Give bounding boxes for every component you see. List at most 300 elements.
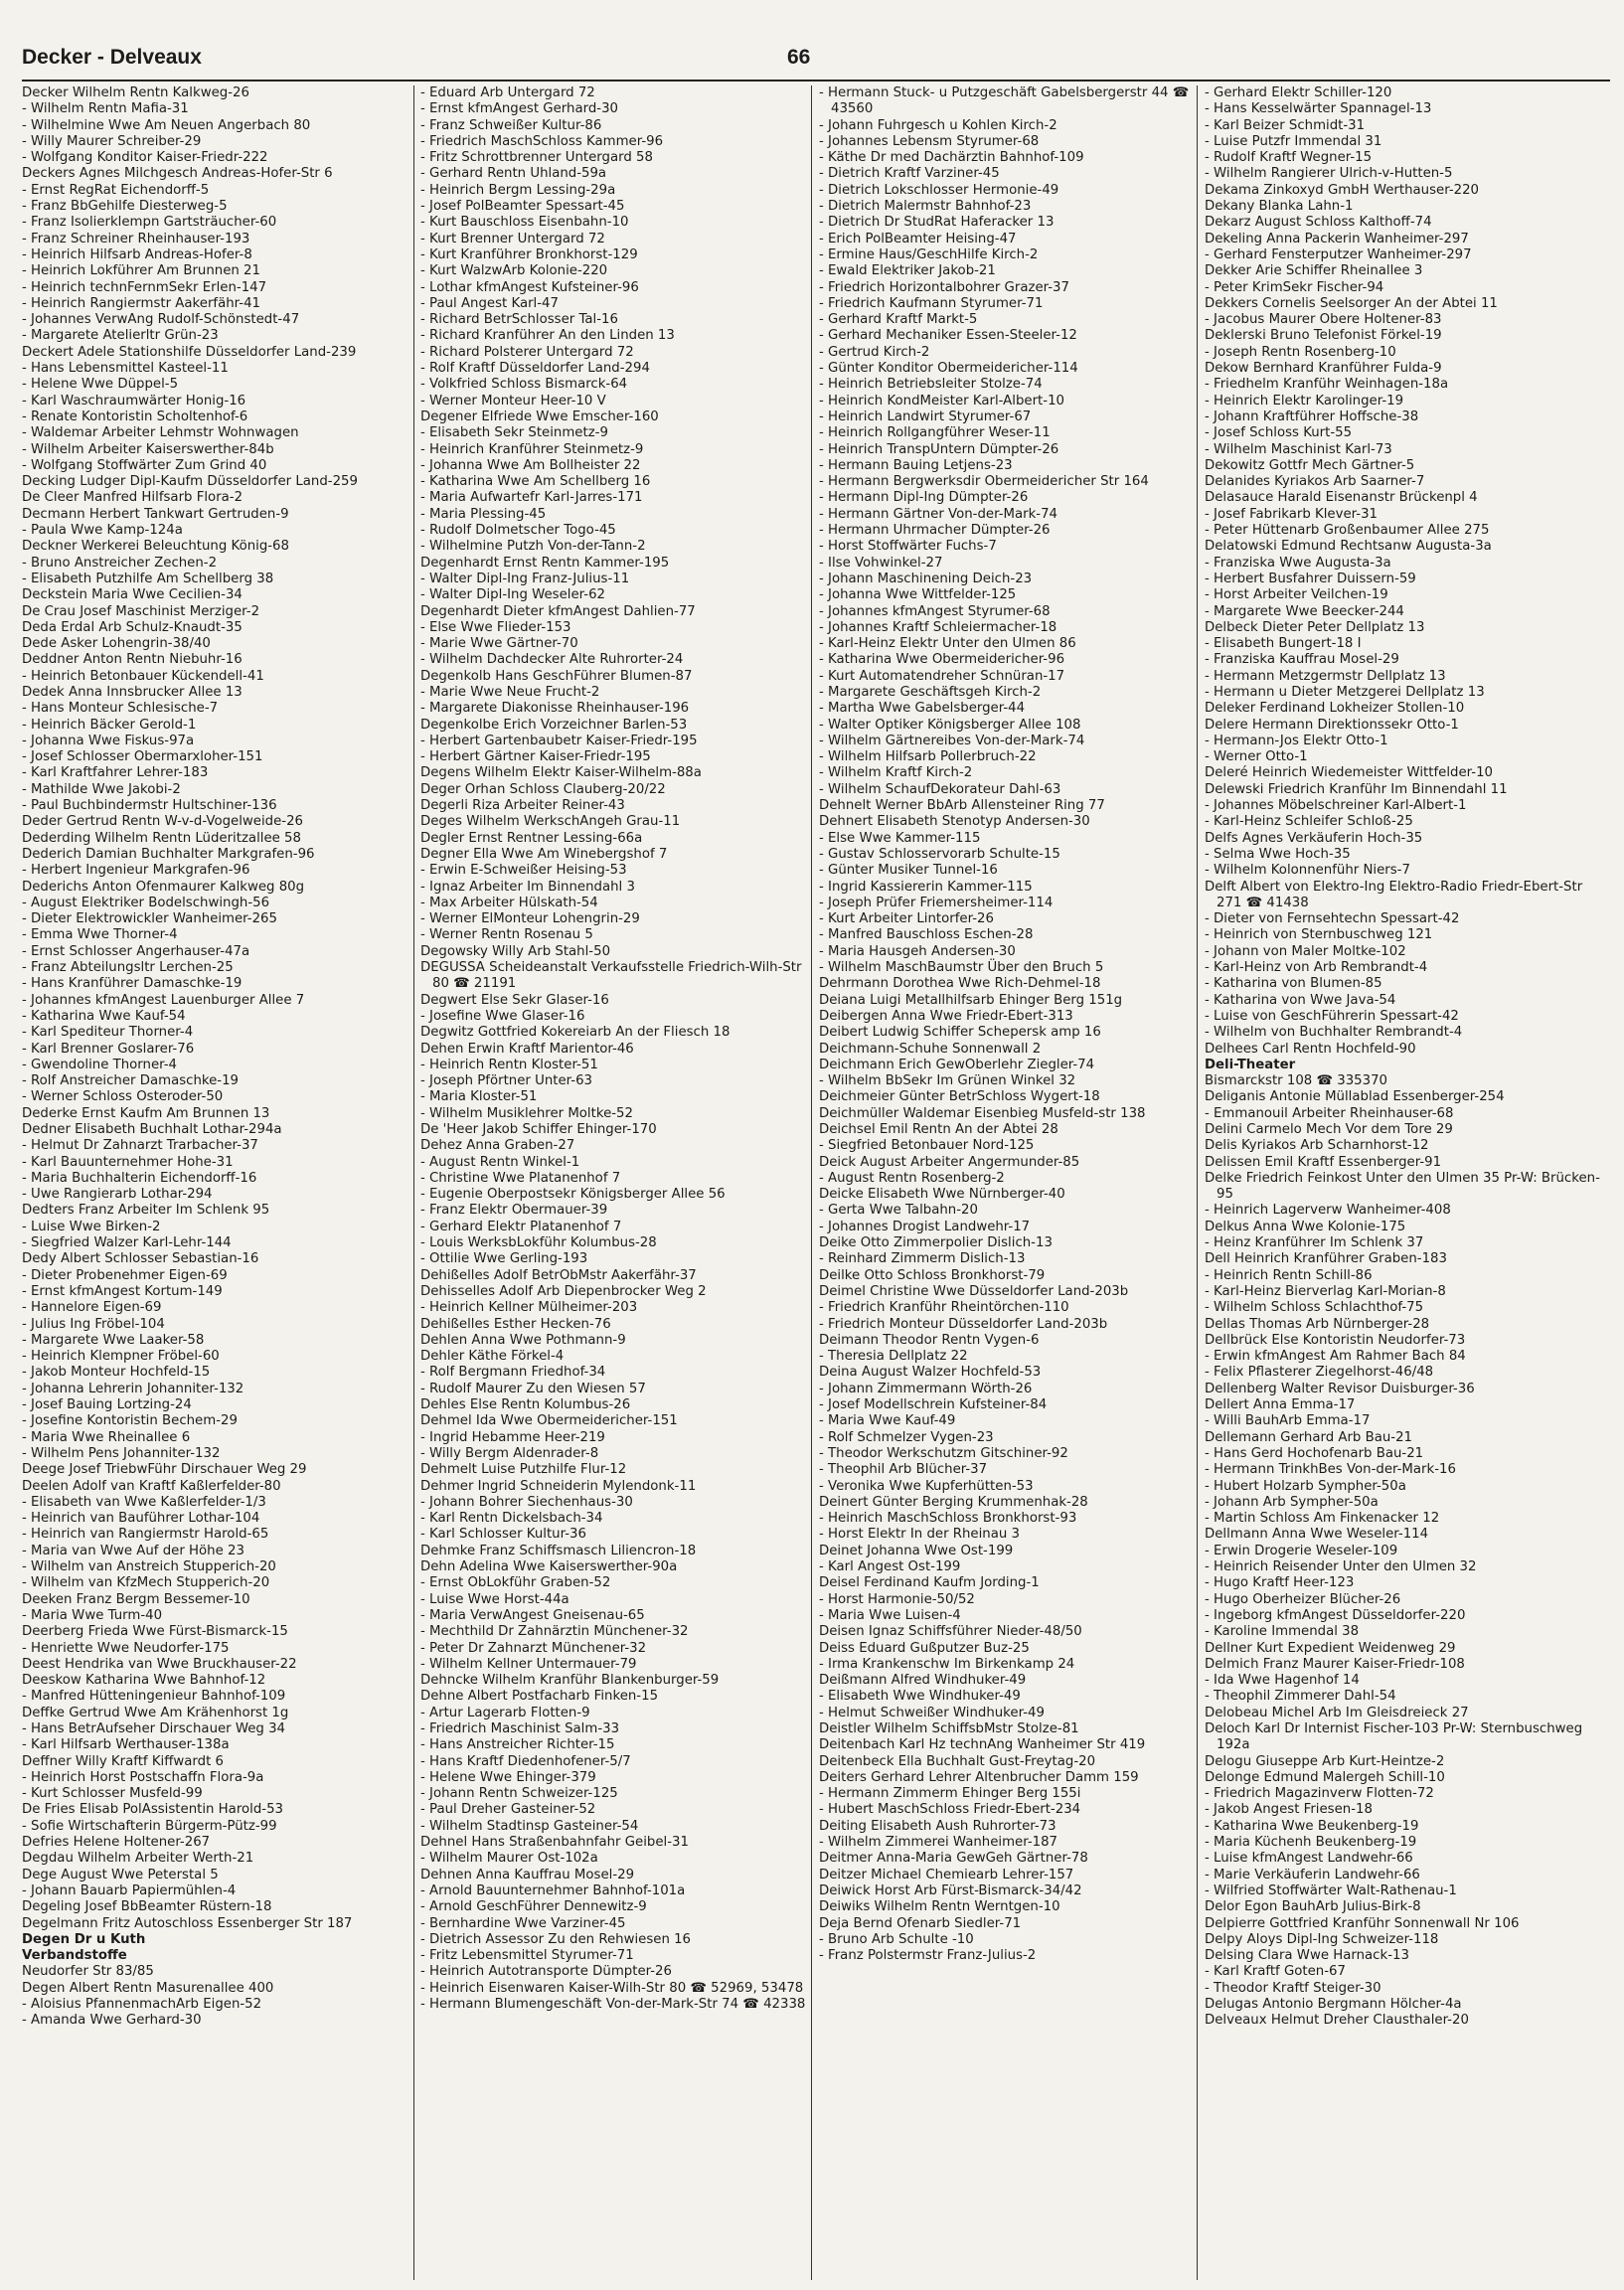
- directory-entry: Deina August Walzer Hochfeld-53: [819, 1365, 1042, 1381]
- directory-entry: Deick August Arbeiter Angermunder-85: [819, 1154, 1080, 1170]
- directory-entry: Dekama Zinkoxyd GmbH Werthauser-220: [1205, 182, 1480, 198]
- directory-entry: Deiwiks Wilhelm Rentn Werntgen-10: [819, 1899, 1060, 1915]
- directory-entry: Dedner Elisabeth Buchhalt Lothar-294a: [22, 1122, 282, 1137]
- directory-entry: - Martin Schloss Am Finkenacker 12: [1205, 1511, 1440, 1527]
- directory-entry: Deistler Wilhelm SchiffsbMstr Stolze-81: [819, 1720, 1079, 1736]
- directory-entry: - Gerhard Fensterputzer Wanheimer-297: [1205, 246, 1472, 262]
- directory-entry: Delewski Friedrich Kranführ Im Binnendahl 11: [1205, 781, 1508, 797]
- directory-entry: - Gerhard Rentn Uhland-59a: [420, 166, 607, 182]
- directory-entry: - Paul Angest Karl-47: [420, 295, 559, 311]
- directory-entry: - Gustav Schlosservorarb Schulte-15: [819, 846, 1060, 862]
- directory-entry: - Selma Wwe Hoch-35: [1205, 846, 1351, 862]
- directory-entry: - Maria Aufwartefr Karl-Jarres-171: [420, 490, 643, 506]
- directory-entry: - Horst Stoffwärter Fuchs-7: [819, 539, 997, 555]
- directory-entry: - Walter Dipl-Ing Franz-Julius-11: [420, 571, 630, 586]
- directory-entry: - Herbert Gärtner Kaiser-Friedr-195: [420, 749, 651, 765]
- directory-entry: - Hermann Bauing Letjens-23: [819, 457, 1013, 473]
- directory-entry: - Karl Beizer Schmidt-31: [1205, 117, 1366, 133]
- directory-entry: - Rudolf Kraftf Wegner-15: [1205, 150, 1373, 166]
- directory-entry: - Wilfried Stoffwärter Walt-Rathenau-1: [1205, 1882, 1457, 1898]
- directory-entry: - Louis WerksbLokführ Kolumbus-28: [420, 1235, 657, 1251]
- directory-entry: - Margarete Wwe Laaker-58: [22, 1332, 205, 1348]
- directory-entry: - Johann von Maler Moltke-102: [1205, 943, 1406, 959]
- directory-entry: - Wilhelm Kraftf Kirch-2: [819, 765, 973, 781]
- directory-entry: Dehncke Wilhelm Kranführ Blankenburger-59: [420, 1673, 720, 1689]
- directory-entry: Dehnert Elisabeth Stenotyp Andersen-30: [819, 814, 1090, 830]
- page-number: 66: [787, 46, 811, 69]
- directory-entry: Degeling Josef BbBeamter Rüstern-18: [22, 1899, 272, 1915]
- directory-entry: - Luise von GeschFührerin Spessart-42: [1205, 1008, 1459, 1024]
- directory-entry: - Peter KrimSekr Fischer-94: [1205, 279, 1384, 295]
- directory-entry: - Franz BbGehilfe Diesterweg-5: [22, 199, 228, 215]
- directory-entry: - Joseph Pförtner Unter-63: [420, 1073, 592, 1089]
- directory-entry: - Friedrich Kaufmann Styrumer-71: [819, 295, 1044, 311]
- directory-entry: - Kurt Automatendreher Schnüran-17: [819, 668, 1065, 684]
- directory-entry: - Manfred Hütteningenieur Bahnhof-109: [22, 1689, 286, 1705]
- directory-entry: - Wilhelm MaschBaumstr Über den Bruch 5: [819, 960, 1104, 976]
- directory-entry: - Josef PolBeamter Spessart-45: [420, 199, 625, 215]
- directory-entry: Dede Asker Lohengrin-38/40: [22, 636, 211, 652]
- directory-entry: Delatowski Edmund Rechtsanw Augusta-3a: [1205, 539, 1492, 555]
- directory-entry: Deiters Gerhard Lehrer Altenbrucher Damm 159: [819, 1769, 1139, 1785]
- directory-entry: - Heinrich Betonbauer Kückendell-41: [22, 668, 264, 684]
- directory-entry: - Wilhelm Stadtinsp Gasteiner-54: [420, 1818, 639, 1834]
- directory-entry: - Peter Hüttenarb Großenbaumer Allee 275: [1205, 523, 1490, 539]
- directory-entry: - Aloisius PfannenmachArb Eigen-52: [22, 1997, 262, 2013]
- directory-entry: - Franziska Wwe Augusta-3a: [1205, 555, 1391, 571]
- directory-entry: - Johann Bohrer Siechenhaus-30: [420, 1494, 633, 1510]
- directory-entry: - Felix Pflasterer Ziegelhorst-46/48: [1205, 1365, 1434, 1381]
- directory-entry: - Herbert Gartenbaubetr Kaiser-Friedr-195: [420, 733, 698, 748]
- directory-entry: - Theresia Dellplatz 22: [819, 1349, 968, 1365]
- directory-entry: - Helene Wwe Düppel-5: [22, 377, 179, 393]
- directory-entry: Dehn Adelina Wwe Kaiserswerther-90a: [420, 1559, 678, 1575]
- directory-entry: Deißmann Alfred Windhuker-49: [819, 1673, 1027, 1689]
- directory-entry: - Peter Dr Zahnarzt Münchener-32: [420, 1640, 647, 1656]
- directory-entry: - Käthe Dr med Dachärztin Bahnhof-109: [819, 150, 1084, 166]
- directory-entry: Delfs Agnes Verkäuferin Hoch-35: [1205, 830, 1423, 846]
- directory-entry: DEGUSSA Scheideanstalt Verkaufsstelle Friedrich-Wilh-Str 80 ☎ 21191: [420, 960, 806, 992]
- directory-entry: Deiting Elisabeth Aush Ruhrorter-73: [819, 1818, 1056, 1834]
- directory-entry: - Wilhelm Rentn Mafia-31: [22, 101, 189, 117]
- directory-entry: - Theodor Kraftf Steiger-30: [1205, 1980, 1381, 1996]
- directory-column-1: [22, 85, 407, 2272]
- directory-entry: Bismarckstr 108 ☎ 335370: [1205, 1073, 1388, 1089]
- directory-entry: - Heinrich Bäcker Gerold-1: [22, 717, 197, 733]
- directory-entry: - Friedrich Magazinverw Flotten-72: [1205, 1786, 1434, 1802]
- directory-entry: Delonge Edmund Malergeh Schill-10: [1205, 1769, 1445, 1785]
- directory-entry: Dellmann Anna Wwe Weseler-114: [1205, 1527, 1429, 1543]
- directory-entry: - Horst Arbeiter Veilchen-19: [1205, 587, 1388, 603]
- directory-entry: Degen Dr u Kuth: [22, 1931, 146, 1947]
- directory-entry: Deisen Ignaz Schiffsführer Nieder-48/50: [819, 1624, 1082, 1640]
- directory-entry: Deibert Ludwig Schiffer Schepersk amp 16: [819, 1025, 1101, 1041]
- directory-entry: Deckert Adele Stationshilfe Düsseldorfer Land-239: [22, 344, 357, 360]
- page-header: [22, 40, 1610, 82]
- directory-entry: Delft Albert von Elektro-Ing Elektro-Radio Friedr-Ebert-Str 271 ☎ 41438: [1205, 879, 1587, 910]
- directory-entry: - Johanna Wwe Wittfelder-125: [819, 587, 1017, 603]
- directory-entry: Deffner Willy Kraftf Kiffwardt 6: [22, 1753, 224, 1769]
- directory-entry: Degens Wilhelm Elektr Kaiser-Wilhelm-88a: [420, 765, 702, 781]
- directory-entry: - Karl Schlosser Kultur-36: [420, 1527, 586, 1543]
- directory-entry: Delobeau Michel Arb Im Gleisdreieck 27: [1205, 1705, 1469, 1720]
- directory-entry: - Henriette Wwe Neudorfer-175: [22, 1640, 230, 1656]
- directory-entry: - Ottilie Wwe Gerling-193: [420, 1251, 588, 1267]
- directory-entry: Deeskow Katharina Wwe Bahnhof-12: [22, 1673, 266, 1689]
- directory-entry: - Veronika Wwe Kupferhütten-53: [819, 1478, 1034, 1494]
- directory-entry: - Gerhard Kraftf Markt-5: [819, 312, 978, 328]
- directory-entry: - Wilhelm Gärtnereibes Von-der-Mark-74: [819, 733, 1085, 748]
- directory-entry: - Helene Wwe Ehinger-379: [420, 1769, 596, 1785]
- directory-entry: Dekeling Anna Packerin Wanheimer-297: [1205, 231, 1469, 246]
- directory-entry: - Kurt Arbeiter Lintorfer-26: [819, 911, 994, 927]
- directory-entry: - Heinrich Lagerverw Wanheimer-408: [1205, 1203, 1451, 1219]
- directory-entry: - Katharina Wwe Beukenberg-19: [1205, 1818, 1419, 1834]
- directory-entry: - Heinrich van Bauführer Lothar-104: [22, 1511, 260, 1527]
- directory-entry: Degler Ernst Rentner Lessing-66a: [420, 830, 643, 846]
- directory-entry: - Gerta Wwe Talbahn-20: [819, 1203, 978, 1219]
- directory-entry: Delogu Giuseppe Arb Kurt-Heintze-2: [1205, 1753, 1445, 1769]
- directory-entry: - Artur Lagerarb Flotten-9: [420, 1705, 590, 1720]
- directory-entry: - Hermann Zimmerm Ehinger Berg 155i: [819, 1786, 1081, 1802]
- directory-entry: - Dietrich Assessor Zu den Rehwiesen 16: [420, 1931, 692, 1947]
- directory-entry: - Dietrich Kraftf Varziner-45: [819, 166, 1000, 182]
- directory-entry: - Wilhelm Maurer Ost-102a: [420, 1851, 598, 1867]
- directory-entry: - Heinrich KondMeister Karl-Albert-10: [819, 393, 1064, 409]
- directory-entry: Delke Friedrich Feinkost Unter den Ulmen 35 Pr-W: Brücken-95: [1205, 1170, 1600, 1203]
- directory-entry: Deitmer Anna-Maria GewGeh Gärtner-78: [819, 1851, 1088, 1867]
- directory-entry: Deddner Anton Rentn Niebuhr-16: [22, 652, 243, 668]
- directory-entry: - Maria Hausgeh Andersen-30: [819, 943, 1016, 959]
- directory-entry: - Heinrich MaschSchloss Bronkhorst-93: [819, 1511, 1077, 1527]
- directory-entry: - Mechthild Dr Zahnärztin Münchener-32: [420, 1624, 689, 1640]
- directory-entry: - Josef Schloss Kurt-55: [1205, 425, 1353, 441]
- directory-entry: - Kurt Bauschloss Eisenbahn-10: [420, 215, 629, 231]
- directory-entry: - Werner Otto-1: [1205, 749, 1308, 765]
- directory-entry: Delmich Franz Maurer Kaiser-Friedr-108: [1205, 1656, 1465, 1672]
- directory-entry: - Elisabeth Wwe Windhuker-49: [819, 1689, 1021, 1705]
- directory-entry: - Johann Arb Sympher-50a: [1205, 1494, 1379, 1510]
- directory-entry: - Maria Küchenh Beukenberg-19: [1205, 1835, 1417, 1851]
- directory-entry: - Dietrich Malermstr Bahnhof-23: [819, 199, 1032, 215]
- directory-entry: Degerli Riza Arbeiter Reiner-43: [420, 798, 625, 814]
- directory-entry: - Karl-Heinz Schleifer Schloß-25: [1205, 814, 1413, 830]
- directory-entry: - Wilhelm Musiklehrer Moltke-52: [420, 1105, 633, 1121]
- directory-entry: - Gerhard Elektr Schiller-120: [1205, 85, 1392, 100]
- directory-entry: - Johann Maschinening Deich-23: [819, 571, 1033, 586]
- directory-entry: Delanides Kyriakos Arb Saarner-7: [1205, 474, 1425, 490]
- directory-entry: - Wilhelm Schloss Schlachthof-75: [1205, 1300, 1424, 1316]
- directory-entry: Dellbrück Else Kontoristin Neudorfer-73: [1205, 1332, 1466, 1348]
- directory-entry: - Hermann Blumengeschäft Von-der-Mark-Str 74 ☎ 42338: [420, 1997, 806, 2013]
- directory-entry: - Ignaz Arbeiter Im Binnendahl 3: [420, 879, 635, 895]
- directory-entry: Deinet Johanna Wwe Ost-199: [819, 1543, 1014, 1558]
- directory-entry: Dederke Ernst Kaufm Am Brunnen 13: [22, 1105, 270, 1121]
- directory-entry: - Wilhelm Pens Johanniter-132: [22, 1445, 221, 1461]
- directory-entry: - Heinrich Rollgangführer Weser-11: [819, 425, 1051, 441]
- directory-entry: - Katharina von Wwe Java-54: [1205, 992, 1396, 1008]
- directory-entry: - Johann Zimmermann Wörth-26: [819, 1381, 1033, 1396]
- directory-entry: - Paul Buchbindermstr Hultschiner-136: [22, 798, 277, 814]
- directory-entry: - Heinrich Kellner Mülheimer-203: [420, 1300, 638, 1316]
- directory-entry: - Hermann Bergwerksdir Obermeidericher Str 164: [819, 474, 1149, 490]
- directory-entry: Deder Gertrud Rentn W-v-d-Vogelweide-26: [22, 814, 303, 830]
- directory-entry: Degelmann Fritz Autoschloss Essenberger Str 187: [22, 1915, 353, 1931]
- directory-entry: Decker Wilhelm Rentn Kalkweg-26: [22, 85, 249, 100]
- directory-entry: - Waldemar Arbeiter Lehmstr Wohnwagen: [22, 425, 299, 441]
- column-divider: [413, 85, 414, 2280]
- directory-entry: Dedek Anna Innsbrucker Allee 13: [22, 684, 243, 700]
- directory-entry: - Heinrich Autotransporte Dümpter-26: [420, 1964, 672, 1980]
- directory-entry: Deitenbeck Ella Buchhalt Gust-Freytag-20: [819, 1753, 1096, 1769]
- directory-entry: Degwitz Gottfried Kokereiarb An der Fliesch 18: [420, 1025, 731, 1041]
- directory-entry: Dellert Anna Emma-17: [1205, 1397, 1356, 1413]
- directory-entry: Delasauce Harald Eisenanstr Brückenpl 4: [1205, 490, 1478, 506]
- directory-entry: - Friedrich Monteur Düsseldorfer Land-203b: [819, 1316, 1108, 1332]
- directory-entry: - Willy Maurer Schreiber-29: [22, 133, 202, 149]
- directory-entry: - Karl-Heinz von Arb Rembrandt-4: [1205, 960, 1428, 976]
- directory-entry: - Marie Verkäuferin Landwehr-66: [1205, 1867, 1420, 1882]
- directory-entry: - Hans Lebensmittel Kasteel-11: [22, 361, 229, 377]
- directory-entry: - Marie Wwe Gärtner-70: [420, 636, 578, 652]
- directory-entry: - Uwe Rangierarb Lothar-294: [22, 1187, 213, 1203]
- directory-entry: - Karl Kraftfahrer Lehrer-183: [22, 765, 209, 781]
- directory-entry: Dehne Albert Postfacharb Finken-15: [420, 1689, 659, 1705]
- directory-entry: Delini Carmelo Mech Vor dem Tore 29: [1205, 1122, 1453, 1137]
- directory-entry: - Ermine Haus/GeschHilfe Kirch-2: [819, 246, 1039, 262]
- directory-entry: - Walter Dipl-Ing Weseler-62: [420, 587, 605, 603]
- directory-entry: - Luise Wwe Horst-44a: [420, 1591, 569, 1607]
- directory-entry: - Karl Hilfsarb Werthauser-138a: [22, 1737, 230, 1753]
- directory-entry: - Ingrid Kassiererin Kammer-115: [819, 879, 1033, 895]
- directory-entry: - Rudolf Maurer Zu den Wiesen 57: [420, 1381, 646, 1396]
- directory-entry: Dehmke Franz Schiffsmasch Liliencron-18: [420, 1543, 697, 1558]
- directory-entry: Delhees Carl Rentn Hochfeld-90: [1205, 1041, 1416, 1057]
- directory-entry: - Herbert Ingenieur Markgrafen-96: [22, 863, 250, 879]
- directory-entry: - Richard BetrSchlosser Tal-16: [420, 312, 618, 328]
- directory-entry: - Friedhelm Kranführ Weinhagen-18a: [1205, 377, 1449, 393]
- directory-entry: Dehisselles Adolf Arb Diepenbrocker Weg 2: [420, 1283, 707, 1299]
- directory-entry: - Wilhelm Rangierer Ulrich-v-Hutten-5: [1205, 166, 1453, 182]
- directory-entry: - Johannes Kraftf Schleiermacher-18: [819, 619, 1057, 635]
- directory-entry: - Johanna Lehrerin Johanniter-132: [22, 1381, 244, 1396]
- directory-entry: - Irma Krankenschw Im Birkenkamp 24: [819, 1656, 1075, 1672]
- directory-entry: Deimann Theodor Rentn Vygen-6: [819, 1332, 1040, 1348]
- directory-entry: - Max Arbeiter Hülskath-54: [420, 895, 598, 910]
- directory-entry: - Wilhelm van KfzMech Stupperich-20: [22, 1575, 270, 1591]
- directory-entry: - Hubert Holzarb Sympher-50a: [1205, 1478, 1406, 1494]
- directory-entry: Deckstein Maria Wwe Cecilien-34: [22, 587, 243, 603]
- directory-entry: - Heinrich Elektr Karolinger-19: [1205, 393, 1404, 409]
- directory-entry: - Maria Plessing-45: [420, 506, 547, 522]
- directory-entry: - Sofie Wirtschafterin Bürgerm-Pütz-99: [22, 1818, 277, 1834]
- directory-entry: - Maria van Wwe Auf der Höhe 23: [22, 1543, 244, 1558]
- directory-entry: - Johannes Drogist Landwehr-17: [819, 1219, 1031, 1234]
- header-name-range: Decker - Delveaux: [22, 46, 202, 69]
- directory-entry: - Jacobus Maurer Obere Holtener-83: [1205, 312, 1442, 328]
- directory-entry: - Kurt WalzwArb Kolonie-220: [420, 263, 608, 279]
- directory-entry: Deja Bernd Ofenarb Siedler-71: [819, 1915, 1022, 1931]
- directory-entry: Dehez Anna Graben-27: [420, 1138, 575, 1154]
- directory-entry: - Franz Isolierklempn Gartsträucher-60: [22, 215, 277, 231]
- directory-entry: - Wilhelm Kolonnenführ Niers-7: [1205, 863, 1410, 879]
- directory-entry: Dehmer Ingrid Schneiderin Mylendonk-11: [420, 1478, 697, 1494]
- directory-entry: - Johannes Lebensm Styrumer-68: [819, 133, 1040, 149]
- directory-entry: - Richard Polsterer Untergard 72: [420, 344, 634, 360]
- directory-entry: Dehnen Anna Kauffrau Mosel-29: [420, 1867, 635, 1882]
- directory-entry: - Bernhardine Wwe Varziner-45: [420, 1915, 626, 1931]
- directory-entry: - Reinhard Zimmerm Dislich-13: [819, 1251, 1026, 1267]
- directory-entry: Degenhardt Ernst Rentn Kammer-195: [420, 555, 670, 571]
- directory-entry: - Karl-Heinz Bierverlag Karl-Morian-8: [1205, 1283, 1446, 1299]
- directory-entry: - Margarete Diakonisse Rheinhauser-196: [420, 701, 690, 717]
- directory-entry: - Wilhelm von Buchhalter Rembrandt-4: [1205, 1025, 1463, 1041]
- directory-entry: Dehler Käthe Förkel-4: [420, 1349, 565, 1365]
- directory-entry: - Herbert Busfahrer Duissern-59: [1205, 571, 1416, 586]
- directory-entry: - Elisabeth Putzhilfe Am Schellberg 38: [22, 571, 274, 586]
- directory-entry: - Hugo Kraftf Heer-123: [1205, 1575, 1355, 1591]
- directory-entry: - Maria Buchhalterin Eichendorff-16: [22, 1170, 257, 1186]
- directory-entry: - Siegfried Walzer Karl-Lehr-144: [22, 1235, 232, 1251]
- directory-entry: - Christine Wwe Platanenhof 7: [420, 1170, 621, 1186]
- directory-entry: Dekany Blanka Lahn-1: [1205, 199, 1354, 215]
- directory-entry: - Ernst ObLokführ Graben-52: [420, 1575, 611, 1591]
- directory-entry: - Paula Wwe Kamp-124a: [22, 523, 183, 539]
- directory-entry: - Ingrid Hebamme Heer-219: [420, 1429, 605, 1445]
- directory-entry: - Helmut Schweißer Windhuker-49: [819, 1705, 1045, 1720]
- directory-entry: - Franz Elektr Obermauer-39: [420, 1203, 608, 1219]
- column-divider: [811, 85, 812, 2280]
- directory-entry: Degenkolb Hans GeschFührer Blumen-87: [420, 668, 693, 684]
- directory-entry: Dehmelt Luise Putzhilfe Flur-12: [420, 1462, 627, 1478]
- directory-entry: Degener Elfriede Wwe Emscher-160: [420, 409, 659, 424]
- directory-entry: Delere Hermann Direktionssekr Otto-1: [1205, 717, 1459, 733]
- directory-entry: - Ernst RegRat Eichendorff-5: [22, 182, 210, 198]
- directory-entry: Dehmel Ida Wwe Obermeidericher-151: [420, 1413, 678, 1429]
- directory-entry: - Gerhard Mechaniker Essen-Steeler-12: [819, 328, 1077, 344]
- directory-entry: - Heinrich Landwirt Styrumer-67: [819, 409, 1032, 424]
- directory-entry: - Hans Anstreicher Richter-15: [420, 1737, 615, 1753]
- directory-entry: Delor Egon BauhArb Julius-Birk-8: [1205, 1899, 1421, 1915]
- directory-entry: - Katharina Wwe Obermeidericher-96: [819, 652, 1065, 668]
- directory-entry: - Johannes VerwAng Rudolf-Schönstedt-47: [22, 312, 300, 328]
- directory-entry: - Dietrich Dr StudRat Haferacker 13: [819, 215, 1055, 231]
- directory-entry: - Horst Harmonie-50/52: [819, 1591, 975, 1607]
- directory-entry: - Johann Fuhrgesch u Kohlen Kirch-2: [819, 117, 1057, 133]
- directory-entry: Dellenberg Walter Revisor Duisburger-36: [1205, 1381, 1475, 1396]
- directory-entry: - Theodor Werkschutzm Gitschiner-92: [819, 1445, 1068, 1461]
- directory-entry: - Amanda Wwe Gerhard-30: [22, 2013, 202, 2029]
- directory-entry: - Luise kfmAngest Landwehr-66: [1205, 1851, 1413, 1867]
- directory-entry: Dehnel Hans Straßenbahnfahr Geibel-31: [420, 1835, 689, 1851]
- directory-entry: - Hans BetrAufseher Dirschauer Weg 34: [22, 1720, 286, 1736]
- directory-entry: - Else Wwe Kammer-115: [819, 830, 981, 846]
- directory-entry: - Arnold GeschFührer Dennewitz-9: [420, 1899, 647, 1915]
- directory-entry: - Heinrich technFernmSekr Erlen-147: [22, 279, 267, 295]
- directory-entry: - Maria Kloster-51: [420, 1089, 538, 1105]
- directory-entry: Dellner Kurt Expedient Weidenweg 29: [1205, 1640, 1456, 1656]
- directory-entry: - Rolf Kraftf Düsseldorfer Land-294: [420, 361, 650, 377]
- directory-entry: - Fritz Schrottbrenner Untergard 58: [420, 150, 653, 166]
- directory-entry: - Wilhelm BbSekr Im Grünen Winkel 32: [819, 1073, 1076, 1089]
- directory-entry: - Heinrich Horst Postschaffn Flora-9a: [22, 1769, 264, 1785]
- directory-entry: - Heinrich Rentn Kloster-51: [420, 1057, 598, 1072]
- directory-entry: Dekowitz Gottfr Mech Gärtner-5: [1205, 457, 1415, 473]
- directory-entry: - Heinrich Reisender Unter den Ulmen 32: [1205, 1559, 1477, 1575]
- directory-entry: - Eduard Arb Untergard 72: [420, 85, 595, 100]
- directory-entry: Deike Otto Zimmerpolier Dislich-13: [819, 1235, 1053, 1251]
- directory-entry: - Eugenie Oberpostsekr Königsberger Allee 56: [420, 1187, 726, 1203]
- directory-entry: - Heinrich Klempner Fröbel-60: [22, 1349, 220, 1365]
- directory-entry: - Günter Musiker Tunnel-16: [819, 863, 998, 879]
- directory-entry: - Erwin E-Schweißer Heising-53: [420, 863, 627, 879]
- directory-entry: - Karl Waschraumwärter Honig-16: [22, 393, 246, 409]
- directory-entry: Delugas Antonio Bergmann Hölcher-4a: [1205, 1997, 1462, 2013]
- directory-entry: Deges Wilhelm WerkschAngeh Grau-11: [420, 814, 681, 830]
- directory-entry: - Ingeborg kfmAngest Düsseldorfer-220: [1205, 1607, 1466, 1623]
- directory-entry: - August Rentn Winkel-1: [420, 1154, 580, 1170]
- directory-entry: - Rolf Schmelzer Vygen-23: [819, 1429, 994, 1445]
- directory-entry: - Kurt Brenner Untergard 72: [420, 231, 605, 246]
- directory-entry: Delpierre Gottfried Kranführ Sonnenwall Nr 106: [1205, 1915, 1520, 1931]
- directory-entry: - Hans Kranführer Damaschke-19: [22, 976, 243, 992]
- directory-entry: - Gerhard Elektr Platanenhof 7: [420, 1219, 622, 1234]
- directory-entry: - Hugo Oberheizer Blücher-26: [1205, 1591, 1401, 1607]
- directory-entry: - Werner ElMonteur Lohengrin-29: [420, 911, 640, 927]
- directory-entry: - Heinrich Lokführer Am Brunnen 21: [22, 263, 260, 279]
- directory-entry: - Marie Wwe Neue Frucht-2: [420, 684, 600, 700]
- directory-entry: - Karl Spediteur Thorner-4: [22, 1025, 194, 1041]
- directory-entry: - Karl Angest Ost-199: [819, 1559, 961, 1575]
- directory-entry: Defries Helene Holtener-267: [22, 1835, 211, 1851]
- directory-entry: - Werner Rentn Rosenau 5: [420, 927, 593, 943]
- directory-entry: Decmann Herbert Tankwart Gertruden-9: [22, 506, 289, 522]
- directory-entry: - Friedrich Horizontalbohrer Grazer-37: [819, 279, 1069, 295]
- directory-entry: - Margarete Wwe Beecker-244: [1205, 603, 1404, 619]
- directory-entry: Deichmeier Günter BetrSchloss Wygert-18: [819, 1089, 1100, 1105]
- directory-entry: - Elisabeth Bungert-18 I: [1205, 636, 1362, 652]
- directory-entry: - Manfred Bauschloss Eschen-28: [819, 927, 1034, 943]
- directory-entry: Neudorfer Str 83/85: [22, 1964, 154, 1980]
- directory-entry: - Walter Optiker Königsberger Allee 108: [819, 717, 1081, 733]
- directory-entry: Deliganis Antonie Müllablad Essenberger-254: [1205, 1089, 1505, 1105]
- directory-column-2: [420, 85, 806, 2272]
- directory-entry: - Horst Elektr In der Rheinau 3: [819, 1527, 1020, 1543]
- directory-entry: - Karoline Immendal 38: [1205, 1624, 1360, 1640]
- directory-entry: - Dieter Elektrowickler Wanheimer-265: [22, 911, 277, 927]
- directory-entry: - Gwendoline Thorner-4: [22, 1057, 178, 1072]
- directory-entry: Dehles Else Rentn Kolumbus-26: [420, 1397, 631, 1413]
- directory-entry: - Erich PolBeamter Heising-47: [819, 231, 1017, 246]
- directory-entry: - Ernst kfmAngest Kortum-149: [22, 1283, 223, 1299]
- directory-entry: Decking Ludger Dipl-Kaufm Düsseldorfer Land-259: [22, 474, 358, 490]
- directory-entry: - Hermann TrinkhBes Von-der-Mark-16: [1205, 1462, 1456, 1478]
- directory-entry: - Rolf Bergmann Friedhof-34: [420, 1365, 606, 1381]
- directory-entry: - Katharina Wwe Am Schellberg 16: [420, 474, 651, 490]
- directory-entry: - Johannes kfmAngest Lauenburger Allee 7: [22, 992, 305, 1008]
- directory-entry: - Maria Wwe Turm-40: [22, 1607, 163, 1623]
- directory-entry: - Heinrich TranspUntern Dümpter-26: [819, 441, 1059, 457]
- directory-entry: - Wilhelm SchaufDekorateur Dahl-63: [819, 781, 1061, 797]
- directory-entry: - Werner Schloss Osteroder-50: [22, 1089, 224, 1105]
- directory-entry: - Josef Fabrikarb Klever-31: [1205, 506, 1379, 522]
- directory-entry: - August Elektriker Bodelschwingh-56: [22, 895, 270, 910]
- directory-entry: Deibergen Anna Wwe Friedr-Ebert-313: [819, 1008, 1073, 1024]
- directory-entry: - Maria Wwe Luisen-4: [819, 1607, 961, 1623]
- directory-entry: - Heinrich van Rangiermstr Harold-65: [22, 1527, 269, 1543]
- directory-entry: - Emma Wwe Thorner-4: [22, 927, 178, 943]
- directory-entry: - Rolf Anstreicher Damaschke-19: [22, 1073, 240, 1089]
